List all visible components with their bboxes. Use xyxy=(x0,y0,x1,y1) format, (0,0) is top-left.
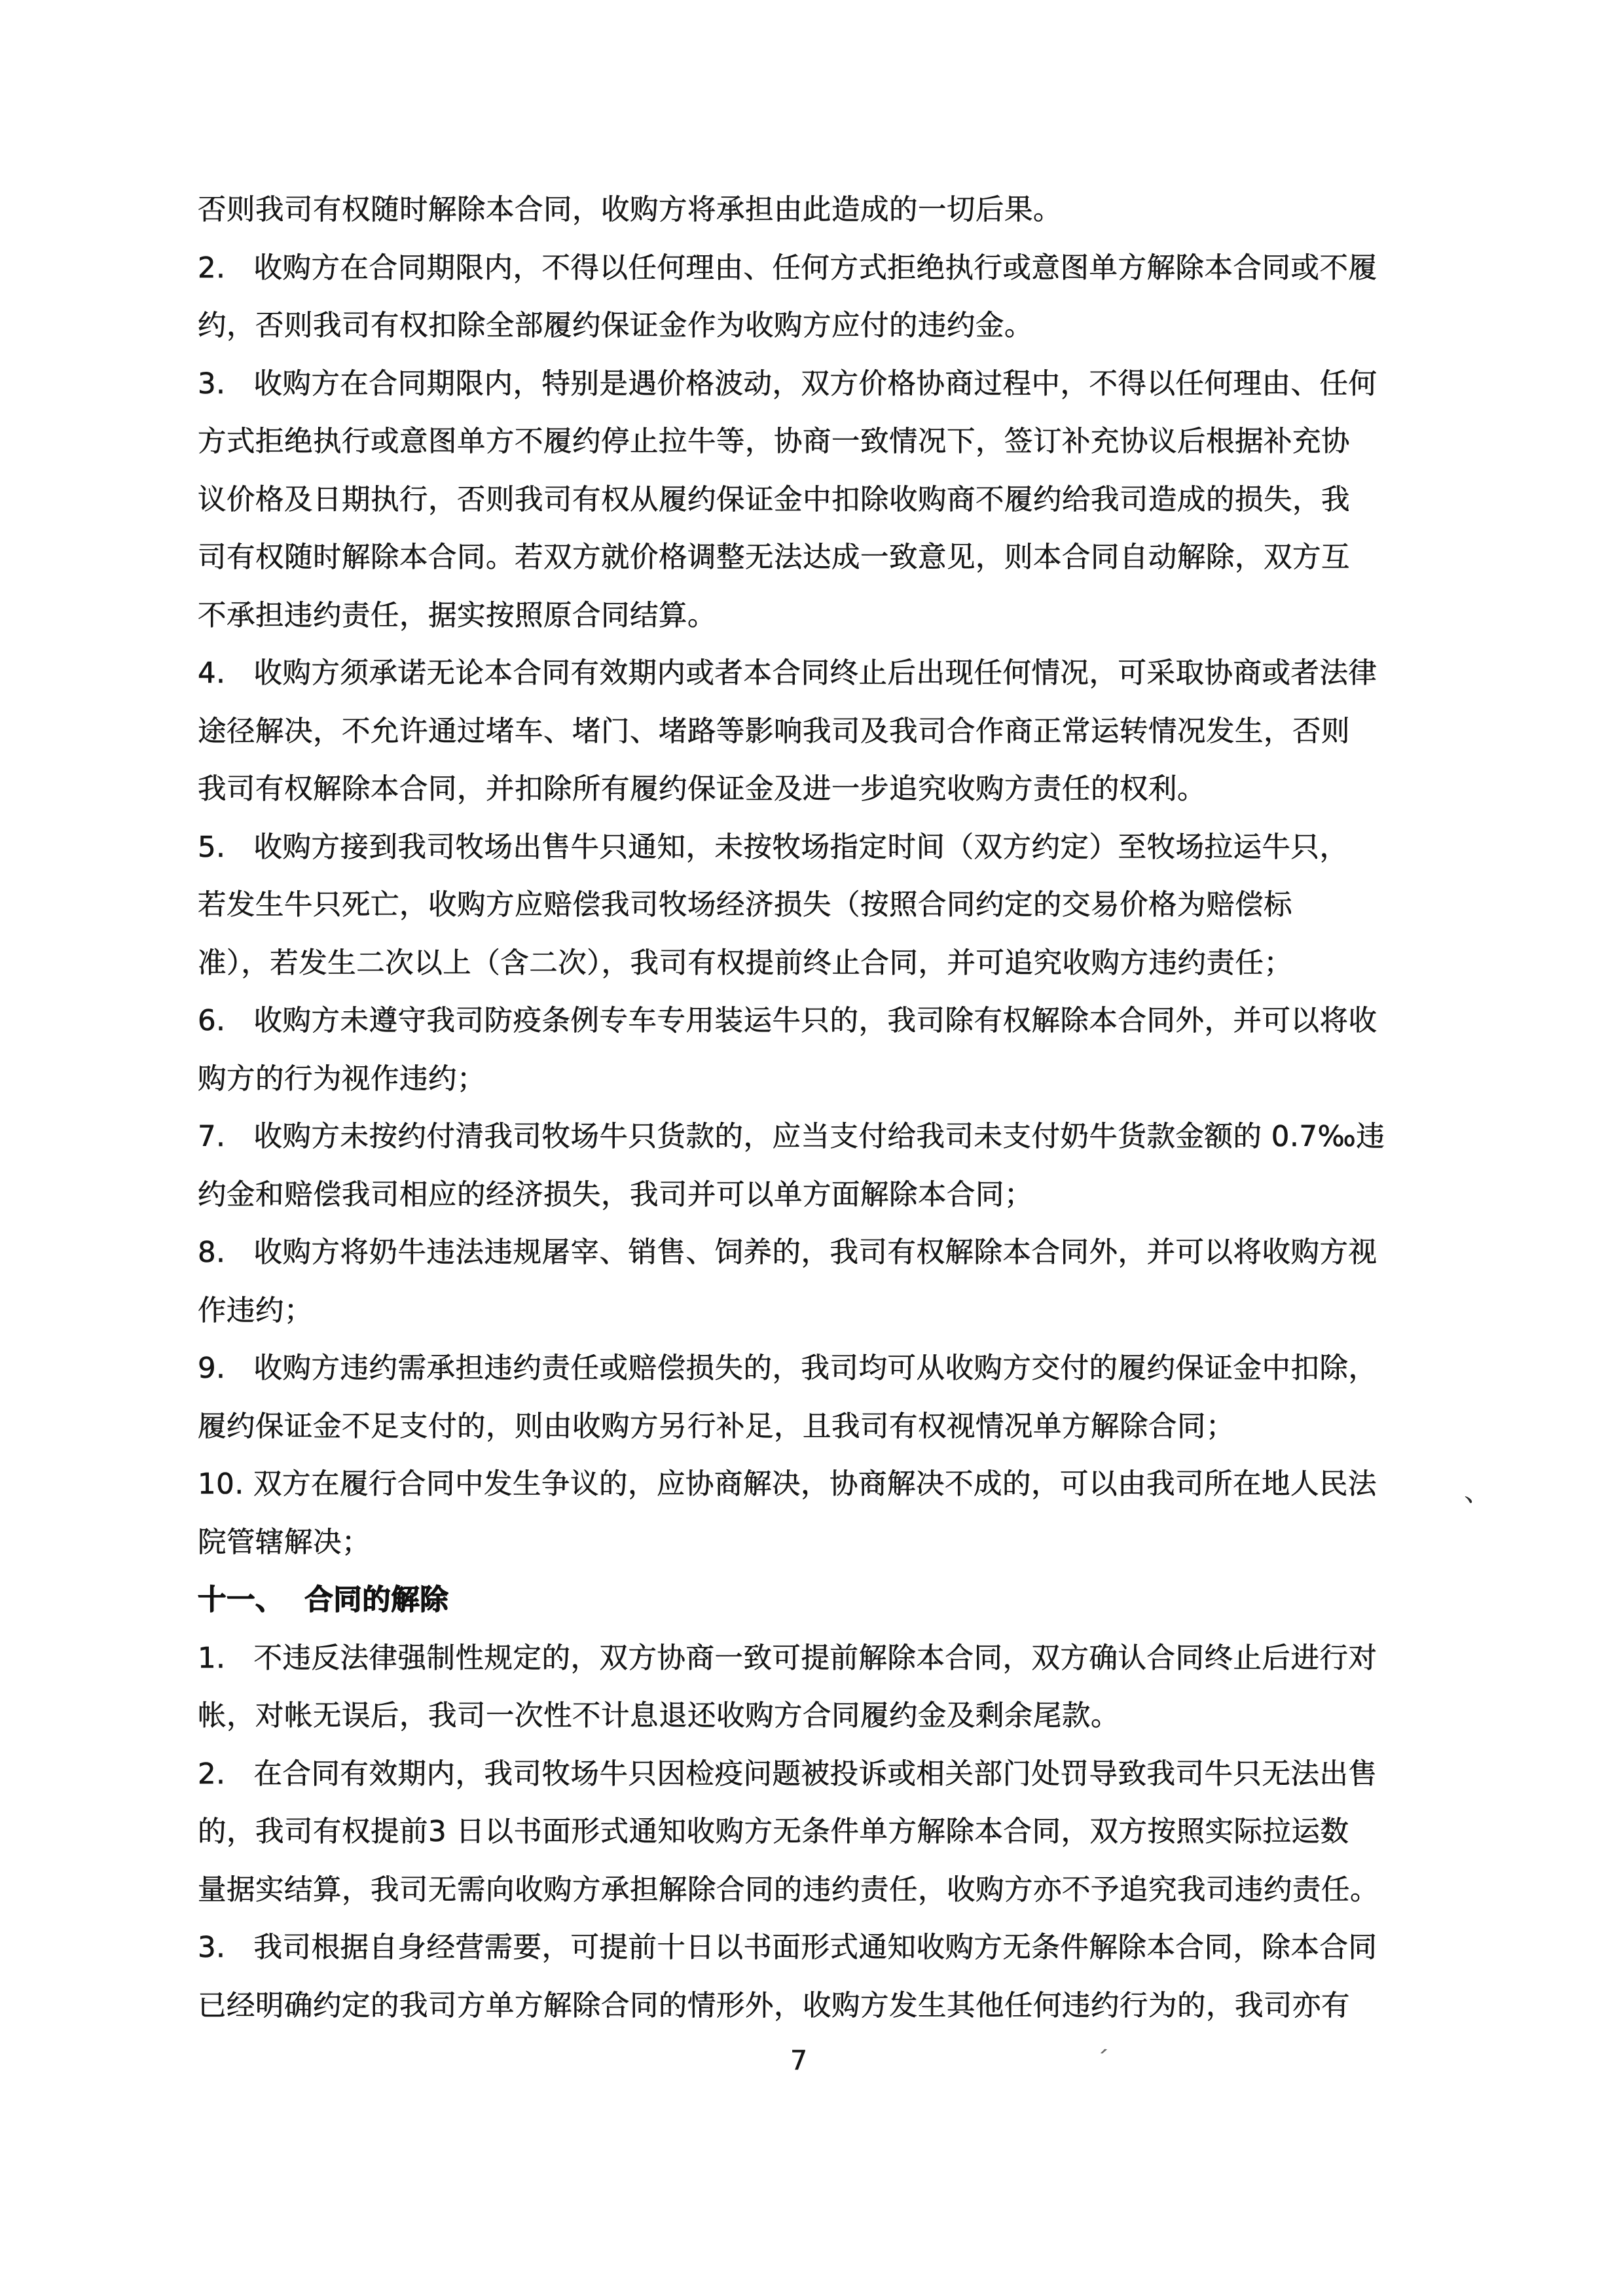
text-line: 方式拒绝执行或意图单方不履约停止拉牛等，协商一致情况下，签订补充协议后根据补充协 xyxy=(198,425,1350,458)
text-line: 3. 我司根据自身经营需要，可提前十日以书面形式通知收购方无条件解除本合同，除本合同 xyxy=(198,1931,1377,1964)
text-line: 8. 收购方将奶牛违法违规屠宰、销售、饲养的，我司有权解除本合同外，并可以将收购方视 xyxy=(198,1236,1377,1269)
text-line: 司有权随时解除本合同。若双方就价格调整无法达成一致意见，则本合同自动解除，双方互 xyxy=(198,541,1350,574)
section-heading: 十一、 合同的解除 xyxy=(198,1584,449,1617)
text-line: 4. 收购方须承诺无论本合同有效期内或者本合同终止后出现任何情况，可采取协商或者法律 xyxy=(198,657,1377,690)
text-line: 我司有权解除本合同，并扣除所有履约保证金及进一步追究收购方责任的权利。 xyxy=(198,773,1206,806)
text-line: 已经明确约定的我司方单方解除合同的情形外，收购方发生其他任何违约行为的，我司亦有 xyxy=(198,1989,1350,2022)
text-line: 约金和赔偿我司相应的经济损失，我司并可以单方面解除本合同； xyxy=(198,1178,1033,1211)
text-line: 购方的行为视作违约； xyxy=(198,1062,486,1096)
text-line: 作违约； xyxy=(198,1294,313,1327)
scan-artifact: 、 xyxy=(1464,1475,1492,1507)
scan-artifact: ˊ xyxy=(1092,2045,1110,2077)
text-line: 履约保证金不足支付的，则由收购方另行补足，且我司有权视情况单方解除合同； xyxy=(198,1410,1235,1443)
text-line: 10. 双方在履行合同中发生争议的，应协商解决，协商解决不成的，可以由我司所在地人民法 xyxy=(198,1468,1377,1501)
text-line: 6. 收购方未遵守我司防疫条例专车专用装运牛只的，我司除有权解除本合同外，并可以将收 xyxy=(198,1005,1377,1037)
text-line: 议价格及日期执行，否则我司有权从履约保证金中扣除收购商不履约给我司造成的损失，我 xyxy=(198,483,1350,516)
text-line: 3. 收购方在合同期限内，特别是遇价格波动，双方价格协商过程中，不得以任何理由、任何 xyxy=(198,367,1377,401)
text-line: 7. 收购方未按约付清我司牧场牛只货款的，应当支付给我司未支付奶牛货款金额的 0.7‰违 xyxy=(198,1121,1385,1153)
text-line: 2. 在合同有效期内，我司牧场牛只因检疫问题被投诉或相关部门处罚导致我司牛只无法出售 xyxy=(198,1757,1377,1791)
text-line: 帐，对帐无误后，我司一次性不计息退还收购方合同履约金及剩余尾款。 xyxy=(198,1700,1120,1732)
text-line: 准），若发生二次以上（含二次），我司有权提前终止合同，并可追究收购方违约责任； xyxy=(198,946,1293,980)
text-line: 院管辖解决； xyxy=(198,1526,371,1559)
text-line: 量据实结算，我司无需向收购方承担解除合同的违约责任，收购方亦不予追究我司违约责任。 xyxy=(198,1873,1379,1907)
text-line: 约，否则我司有权扣除全部履约保证金作为收购方应付的违约金。 xyxy=(198,310,1033,342)
text-line: 否则我司有权随时解除本合同，收购方将承担由此造成的一切后果。 xyxy=(198,194,1062,226)
page-number: 7 xyxy=(790,2045,808,2076)
text-line: 不承担违约责任，据实按照原合同结算。 xyxy=(198,599,716,632)
text-line: 5. 收购方接到我司牧场出售牛只通知，未按牧场指定时间（双方约定）至牧场拉运牛只， xyxy=(198,831,1349,864)
text-line: 1. 不违反法律强制性规定的，双方协商一致可提前解除本合同，双方确认合同终止后进行对 xyxy=(198,1641,1377,1675)
text-line: 2. 收购方在合同期限内，不得以任何理由、任何方式拒绝执行或意图单方解除本合同或不履 xyxy=(198,251,1377,285)
text-line: 的，我司有权提前3 日以书面形式通知收购方无条件单方解除本合同，双方按照实际拉运数 xyxy=(198,1816,1349,1848)
text-line: 途径解决，不允许通过堵车、堵门、堵路等影响我司及我司合作商正常运转情况发生，否则 xyxy=(198,715,1350,748)
contract-text xyxy=(198,181,1435,2035)
text-line: 若发生牛只死亡，收购方应赔偿我司牧场经济损失（按照合同约定的交易价格为赔偿标 xyxy=(198,889,1292,922)
text-line: 9. 收购方违约需承担违约责任或赔偿损失的，我司均可从收购方交付的履约保证金中扣除， xyxy=(198,1352,1377,1385)
